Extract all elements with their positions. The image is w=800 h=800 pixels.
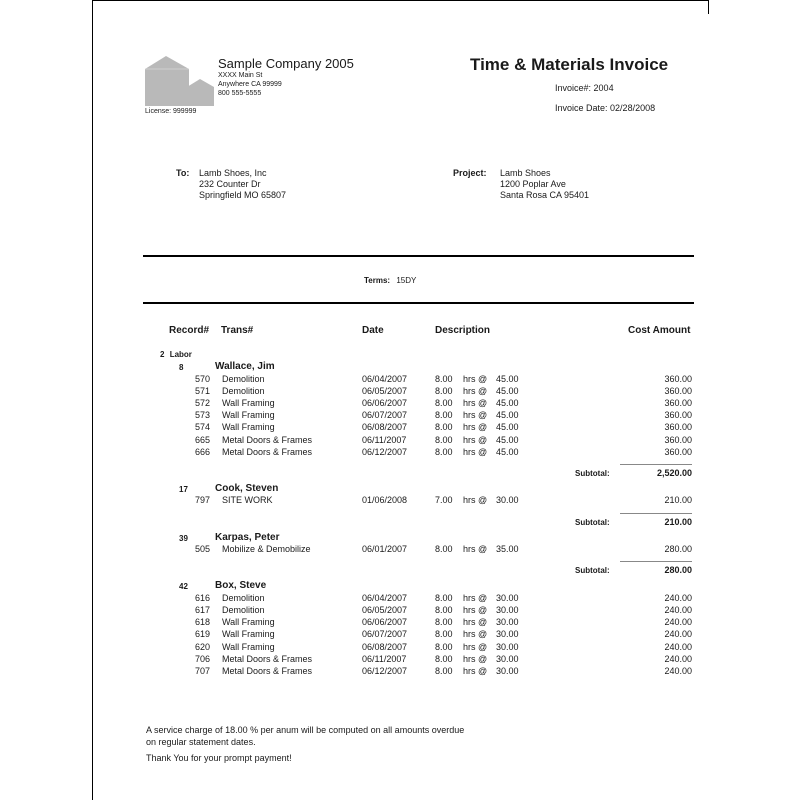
line-description: Wall Framing [222, 617, 275, 628]
line-hours: 8.00 [435, 605, 453, 615]
line-amount: 360.00 [664, 385, 692, 396]
line-amount: 360.00 [664, 422, 692, 433]
line-date: 06/11/2007 [362, 434, 407, 445]
line-amount: 240.00 [664, 592, 692, 603]
trans-number: 665 [195, 434, 211, 445]
table-row [0, 544, 800, 556]
invoice-title: Time & Materials Invoice [470, 55, 669, 74]
employee-record-number: 42 [179, 582, 188, 592]
line-unit: hrs @ [463, 666, 488, 676]
project-name: Lamb Shoes [500, 168, 551, 178]
line-date: 06/08/2007 [362, 422, 408, 433]
line-amount: 360.00 [664, 397, 692, 408]
to-label: To: [176, 168, 190, 178]
company-logo-house-icon [143, 55, 215, 107]
line-description: Wall Framing [222, 410, 275, 421]
line-rate: 30.00 [496, 617, 519, 628]
line-rate: 30.00 [496, 605, 519, 615]
column-header-description: Description [435, 325, 491, 336]
table-row [0, 629, 800, 641]
employee-record-number: 17 [179, 484, 188, 494]
line-amount: 360.00 [664, 373, 692, 384]
trans-number: 572 [195, 397, 211, 408]
service-charge-suffix: % per anum will be computed on all amounts overdue [250, 725, 465, 735]
employee-name: Wallace, Jim [215, 361, 275, 372]
line-unit: hrs @ [463, 605, 488, 615]
subtotal-amount: 2,520.00 [656, 467, 692, 478]
line-date: 06/04/2007 [362, 373, 408, 384]
line-hours: 7.00 [435, 495, 453, 506]
table-row [0, 447, 800, 459]
table-row [0, 386, 800, 398]
company-phone: 800 555-5555 [218, 90, 262, 97]
terms-value: 15DY [396, 276, 417, 285]
subtotal-rule [620, 464, 692, 465]
line-hours: 8.00 [435, 434, 453, 445]
company-address-line2: Anywhere CA 99999 [218, 81, 282, 88]
employee-record-number: 39 [179, 533, 188, 543]
line-description: Wall Framing [222, 629, 275, 640]
line-description: Demolition [222, 385, 265, 396]
column-header-record: Record# [169, 325, 210, 336]
company-license: License: 999999 [145, 108, 197, 115]
line-unit: hrs @ [463, 544, 488, 555]
line-date: 06/05/2007 [362, 605, 408, 615]
invoice-number-label: Invoice#: [555, 83, 592, 93]
line-description: Demolition [222, 605, 265, 615]
to-address-line1: 232 Counter Dr [199, 179, 261, 189]
line-rate: 30.00 [496, 641, 519, 652]
line-unit: hrs @ [463, 629, 488, 640]
to-name: Lamb Shoes, Inc [199, 168, 267, 178]
terms-bottom-rule [143, 302, 694, 304]
line-unit: hrs @ [463, 641, 488, 652]
line-rate: 45.00 [496, 410, 519, 421]
table-row [0, 435, 800, 447]
column-header-trans: Trans# [221, 325, 254, 336]
subtotal-rule [620, 561, 692, 562]
subtotal-row [0, 517, 800, 529]
table-row [0, 593, 800, 605]
employee-header [0, 533, 800, 545]
terms-top-rule [143, 255, 694, 257]
line-rate: 45.00 [496, 397, 519, 408]
service-charge-line1 [146, 725, 464, 735]
line-rate: 30.00 [496, 629, 519, 640]
employee-header [0, 484, 800, 496]
subtotal-amount: 210.00 [664, 516, 692, 527]
line-unit: hrs @ [463, 410, 488, 421]
invoice-number-row [555, 83, 614, 93]
line-unit: hrs @ [463, 592, 488, 603]
line-rate: 30.00 [496, 495, 519, 506]
trans-number: 620 [195, 641, 211, 652]
line-unit: hrs @ [463, 446, 488, 457]
line-unit: hrs @ [463, 373, 488, 384]
trans-number: 797 [195, 495, 211, 506]
category-number: 2 [160, 350, 165, 359]
employee-record-number: 8 [179, 363, 184, 372]
line-hours: 8.00 [435, 373, 453, 384]
line-date: 06/07/2007 [362, 629, 408, 640]
line-unit: hrs @ [463, 653, 488, 664]
table-row [0, 495, 800, 507]
line-hours: 8.00 [435, 410, 453, 421]
line-description: SITE WORK [222, 495, 273, 506]
line-hours: 8.00 [435, 629, 453, 640]
employee-header [0, 581, 800, 593]
line-amount: 360.00 [664, 446, 692, 457]
page-top-border [92, 0, 708, 1]
table-row [0, 374, 800, 386]
category-row [160, 350, 192, 359]
line-description: Metal Doors & Frames [222, 666, 313, 676]
trans-number: 666 [195, 446, 211, 457]
trans-number: 616 [195, 592, 211, 603]
trans-number: 706 [195, 653, 211, 664]
employee-name: Karpas, Peter [215, 531, 280, 543]
terms-label: Terms: [364, 276, 391, 285]
invoice-date: 02/28/2008 [610, 103, 656, 113]
line-date: 06/11/2007 [362, 653, 407, 664]
line-amount: 240.00 [664, 653, 692, 664]
line-date: 06/12/2007 [362, 666, 408, 676]
table-row [0, 422, 800, 434]
line-hours: 8.00 [435, 666, 453, 676]
trans-number: 505 [195, 544, 211, 555]
line-date: 06/12/2007 [362, 446, 408, 457]
trans-number: 707 [195, 666, 211, 676]
line-rate: 30.00 [496, 666, 519, 676]
line-description: Metal Doors & Frames [222, 446, 313, 457]
to-address-line2: Springfield MO 65807 [199, 190, 287, 200]
invoice-date-row [555, 103, 655, 113]
line-date: 06/05/2007 [362, 385, 408, 396]
subtotal-label: Subtotal: [575, 566, 610, 576]
company-name: Sample Company 2005 [218, 56, 354, 71]
line-unit: hrs @ [463, 385, 488, 396]
line-rate: 30.00 [496, 592, 519, 603]
line-hours: 8.00 [435, 385, 453, 396]
terms-row [364, 276, 416, 285]
line-amount: 240.00 [664, 629, 692, 640]
line-hours: 8.00 [435, 653, 453, 664]
project-address-line2: Santa Rosa CA 95401 [500, 190, 590, 200]
subtotal-label: Subtotal: [575, 517, 610, 527]
line-amount: 210.00 [664, 495, 692, 506]
service-charge-line2: on regular statement dates. [146, 737, 256, 747]
page-right-border [708, 0, 709, 14]
line-hours: 8.00 [435, 641, 453, 652]
project-address-line1: 1200 Poplar Ave [500, 179, 566, 189]
line-amount: 240.00 [664, 617, 692, 628]
table-row [0, 398, 800, 410]
line-unit: hrs @ [463, 495, 488, 506]
line-date: 06/07/2007 [362, 410, 408, 421]
line-unit: hrs @ [463, 422, 488, 433]
table-row [0, 666, 800, 678]
subtotal-row [0, 565, 800, 577]
column-header-date: Date [362, 325, 384, 336]
line-hours: 8.00 [435, 397, 453, 408]
line-date: 06/01/2007 [362, 544, 408, 555]
line-rate: 35.00 [496, 544, 519, 555]
line-rate: 45.00 [496, 373, 519, 384]
trans-number: 574 [195, 422, 211, 433]
table-row [0, 654, 800, 666]
line-rate: 45.00 [496, 422, 519, 433]
line-amount: 360.00 [664, 434, 692, 445]
line-description: Metal Doors & Frames [222, 434, 313, 445]
line-date: 06/08/2007 [362, 641, 408, 652]
employee-name: Box, Steve [215, 580, 267, 592]
category-name: Labor [169, 350, 192, 359]
line-hours: 8.00 [435, 446, 453, 457]
line-hours: 8.00 [435, 544, 453, 555]
line-description: Wall Framing [222, 422, 275, 433]
employee-name: Cook, Steven [215, 482, 279, 494]
line-amount: 240.00 [664, 641, 692, 652]
subtotal-row [0, 468, 800, 480]
trans-number: 570 [195, 373, 211, 384]
line-amount: 360.00 [664, 410, 692, 421]
line-amount: 240.00 [664, 605, 692, 615]
column-header-cost-amount: Cost Amount [628, 325, 691, 336]
employee-header [0, 362, 800, 374]
invoice-date-label: Invoice Date: [555, 103, 608, 113]
line-description: Mobilize & Demobilize [222, 544, 311, 555]
line-rate: 45.00 [496, 446, 519, 457]
line-hours: 8.00 [435, 617, 453, 628]
line-unit: hrs @ [463, 434, 488, 445]
trans-number: 571 [195, 385, 211, 396]
line-rate: 30.00 [496, 653, 519, 664]
line-description: Wall Framing [222, 641, 275, 652]
company-address-line1: XXXX Main St [218, 72, 263, 79]
trans-number: 619 [195, 629, 211, 640]
table-row [0, 642, 800, 654]
line-description: Demolition [222, 592, 265, 603]
line-amount: 240.00 [664, 666, 692, 676]
table-row [0, 617, 800, 629]
service-charge-prefix: A service charge of [146, 725, 223, 735]
subtotal-label: Subtotal: [575, 468, 610, 478]
trans-number: 618 [195, 617, 211, 628]
line-description: Metal Doors & Frames [222, 653, 313, 664]
table-row [0, 605, 800, 617]
line-date: 06/06/2007 [362, 617, 408, 628]
line-date: 06/04/2007 [362, 592, 408, 603]
project-label: Project: [453, 168, 487, 178]
line-date: 01/06/2008 [362, 495, 408, 506]
line-rate: 45.00 [496, 434, 519, 445]
subtotal-amount: 280.00 [664, 565, 692, 576]
thank-you-note: Thank You for your prompt payment! [146, 753, 292, 763]
subtotal-rule [620, 513, 692, 514]
line-date: 06/06/2007 [362, 397, 408, 408]
line-amount: 280.00 [664, 544, 692, 555]
line-unit: hrs @ [463, 397, 488, 408]
line-hours: 8.00 [435, 592, 453, 603]
trans-number: 573 [195, 410, 211, 421]
line-description: Wall Framing [222, 397, 275, 408]
trans-number: 617 [195, 605, 211, 615]
line-description: Demolition [222, 373, 265, 384]
service-charge-rate: 18.00 [225, 725, 248, 735]
line-hours: 8.00 [435, 422, 453, 433]
table-row [0, 410, 800, 422]
line-rate: 45.00 [496, 385, 519, 396]
line-unit: hrs @ [463, 617, 488, 628]
invoice-number: 2004 [593, 83, 614, 93]
